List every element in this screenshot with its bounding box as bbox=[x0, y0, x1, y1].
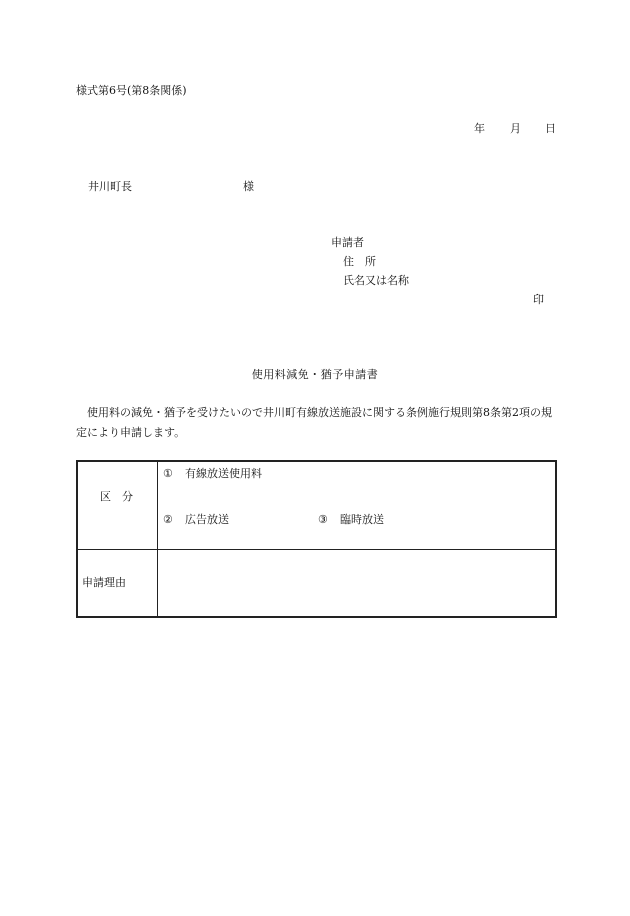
addressee-name: 井川町長 bbox=[88, 180, 132, 193]
option-advertising-broadcast bbox=[163, 513, 229, 527]
application-table bbox=[76, 460, 557, 618]
name-label: 氏名又は名称 bbox=[343, 274, 409, 287]
option-number: ② bbox=[163, 513, 173, 526]
reason-field[interactable] bbox=[158, 550, 555, 616]
reason-label: 申請理由 bbox=[82, 576, 126, 589]
option-number: ① bbox=[163, 467, 173, 480]
form-number: 様式第6号(第8条関係) bbox=[76, 84, 187, 97]
option-temporary-broadcast bbox=[318, 513, 384, 527]
seal-mark: 印 bbox=[533, 293, 544, 306]
document-title: 使用料減免・猶予申請書 bbox=[251, 368, 379, 381]
option-number: ③ bbox=[318, 513, 328, 526]
option-label: 有線放送使用料 bbox=[185, 467, 262, 480]
category-label: 区 分 bbox=[100, 490, 133, 503]
option-label: 臨時放送 bbox=[340, 513, 384, 526]
body-paragraph: 使用料の減免・猶予を受けたいので井川町有線放送施設に関する条例施行規則第8条第2項の規定により申請します。 bbox=[76, 406, 552, 439]
date-year-label: 年 bbox=[474, 122, 485, 135]
applicant-label: 申請者 bbox=[331, 236, 364, 249]
option-label: 広告放送 bbox=[185, 513, 229, 526]
date-day-label: 日 bbox=[545, 122, 556, 135]
address-label: 住 所 bbox=[343, 255, 376, 268]
date-month-label: 月 bbox=[510, 122, 521, 135]
addressee-honorific: 様 bbox=[243, 180, 254, 193]
option-wired-broadcast-fee bbox=[163, 467, 262, 481]
